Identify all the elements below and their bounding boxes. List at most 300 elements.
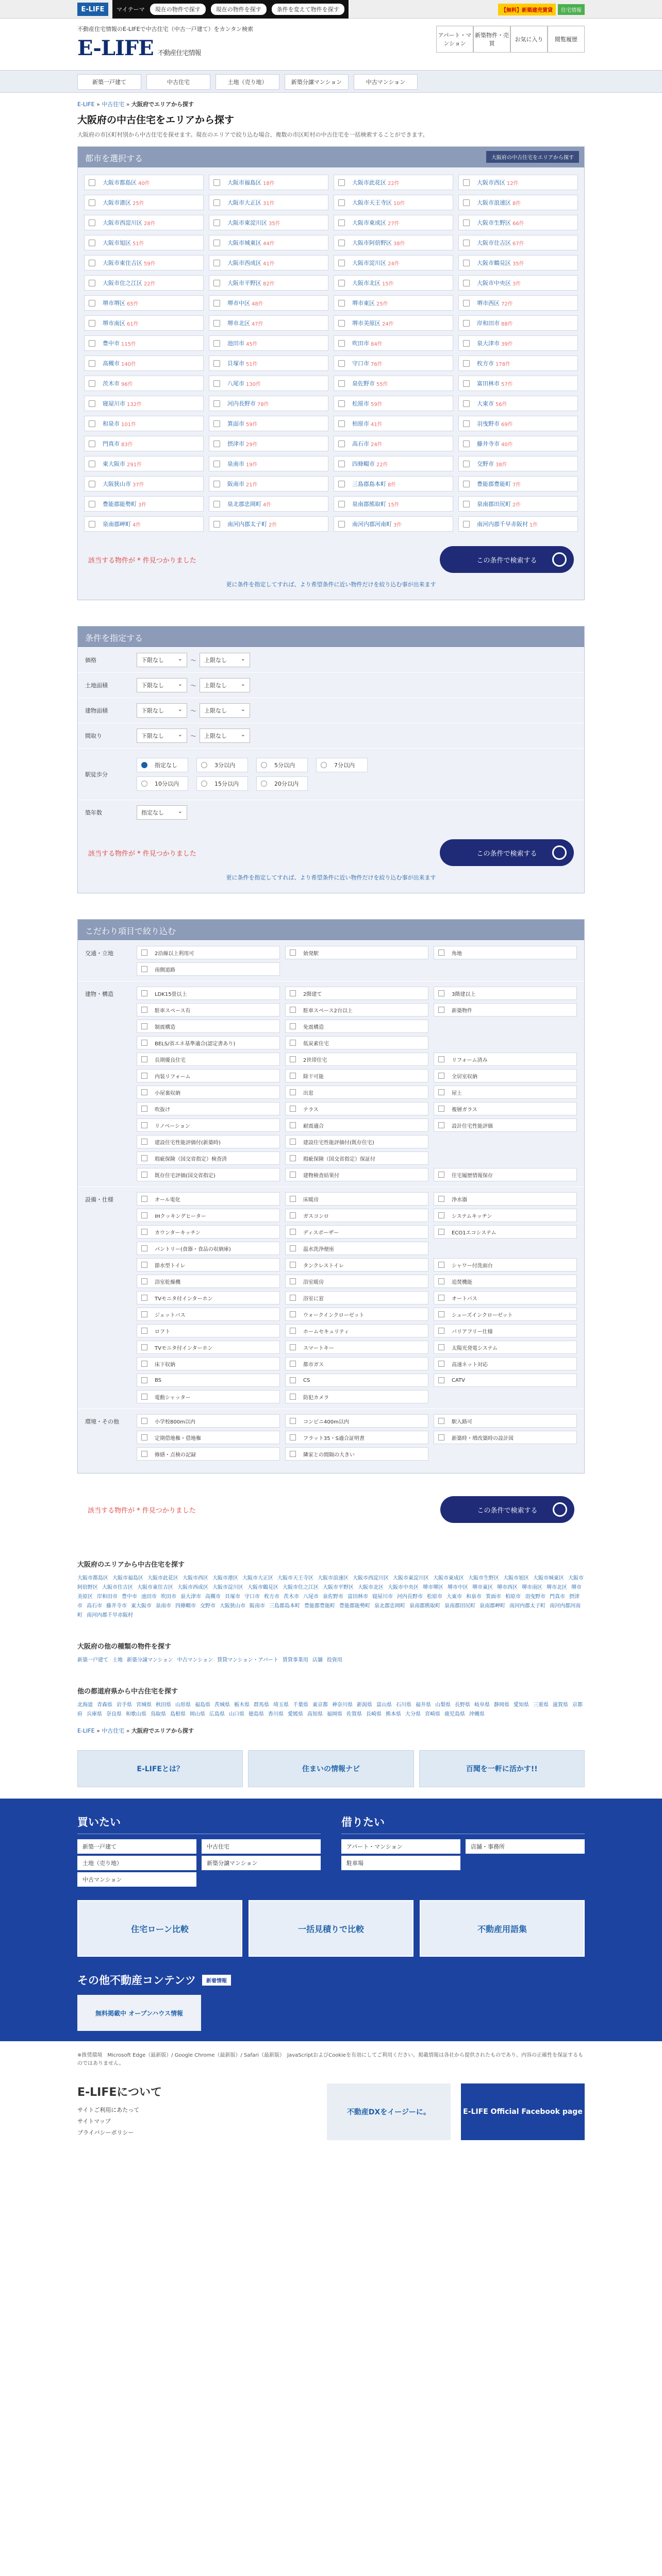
topbar-pill-3[interactable]: 条件を変えて物件を探す [272, 4, 344, 15]
city-checkbox[interactable] [463, 521, 470, 528]
city-option[interactable] [458, 416, 578, 431]
kd-option[interactable] [434, 1374, 577, 1387]
kd-checkbox[interactable] [141, 1056, 147, 1062]
area-link[interactable]: 枚方市 [264, 1594, 279, 1600]
pref-link[interactable]: 岐阜県 [474, 1702, 490, 1708]
area-link[interactable]: 大阪市住之江区 [283, 1585, 319, 1590]
kd-checkbox[interactable] [438, 1361, 444, 1367]
city-option[interactable] [334, 255, 453, 270]
from-select[interactable]: 下限なし ⌄ [137, 653, 187, 667]
area-link[interactable]: 大阪市西区 [183, 1575, 208, 1581]
kd-checkbox[interactable] [141, 990, 147, 996]
kd-checkbox[interactable] [141, 1278, 147, 1284]
city-checkbox[interactable] [89, 481, 95, 487]
pref-link[interactable]: 富山県 [376, 1702, 392, 1708]
city-checkbox[interactable] [463, 420, 470, 427]
kd-option[interactable] [434, 1225, 577, 1239]
kd-option[interactable] [285, 1020, 428, 1033]
area-link[interactable]: 高石市 [87, 1603, 102, 1609]
kd-option[interactable] [137, 962, 280, 976]
area-link[interactable]: 摂津市 [77, 1594, 580, 1609]
city-checkbox[interactable] [338, 521, 345, 528]
area-link[interactable]: 堺市南区 [522, 1585, 542, 1590]
area-link[interactable]: 大阪市鶴見区 [247, 1585, 278, 1590]
area-link[interactable]: 和泉市 [466, 1594, 482, 1600]
city-option[interactable] [458, 516, 578, 532]
city-checkbox[interactable] [338, 481, 345, 487]
area-link[interactable]: 大阪市中央区 [388, 1585, 419, 1590]
gnav-used-house[interactable]: 中古住宅 [146, 74, 210, 90]
city-option[interactable] [458, 436, 578, 451]
area-link[interactable]: 大阪市西成区 [177, 1585, 208, 1590]
pref-link[interactable]: 鹿児島県 [444, 1711, 465, 1717]
kd-checkbox[interactable] [141, 1073, 147, 1079]
area-link[interactable]: 藤井寺市 [106, 1603, 127, 1609]
city-option[interactable] [84, 396, 204, 411]
city-checkbox[interactable] [89, 360, 95, 367]
banner-hyakubun[interactable]: 百聞を一軒に活かす!! [419, 1750, 585, 1787]
area-link[interactable]: 大阪市福島区 [112, 1575, 143, 1581]
area-link[interactable]: 羽曳野市 [525, 1594, 545, 1600]
kd-option[interactable] [137, 1225, 280, 1239]
city-option[interactable] [84, 376, 204, 391]
pref-link[interactable]: 山口県 [229, 1711, 244, 1717]
city-option[interactable] [209, 516, 328, 532]
kd-checkbox[interactable] [290, 1023, 296, 1029]
about-link[interactable]: プライバシーポリシー [77, 2129, 134, 2136]
footer-link[interactable]: 中古住宅 [202, 1839, 321, 1854]
kd-option[interactable] [137, 1020, 280, 1033]
kd-checkbox[interactable] [290, 1295, 296, 1301]
city-option[interactable] [458, 235, 578, 250]
kd-option[interactable] [434, 1069, 577, 1082]
kd-checkbox[interactable] [290, 1418, 296, 1424]
kd-option[interactable] [285, 1447, 428, 1461]
city-checkbox[interactable] [463, 240, 470, 246]
kd-option[interactable] [434, 1258, 577, 1272]
area-link[interactable]: 大阪市都島区 [77, 1575, 108, 1581]
walk-radio[interactable] [196, 776, 248, 791]
city-checkbox[interactable] [213, 461, 220, 467]
pref-link[interactable]: 愛媛県 [288, 1711, 303, 1717]
city-option[interactable] [209, 195, 328, 210]
area-link[interactable]: 大阪市港区 [212, 1575, 238, 1581]
city-option[interactable] [209, 275, 328, 291]
area-link[interactable]: 茨木市 [284, 1594, 299, 1600]
topbar-pill-2[interactable]: 現在の物件を探す [211, 4, 267, 15]
walk-radio[interactable] [137, 758, 188, 772]
kd-option[interactable] [137, 1086, 280, 1099]
kd-option[interactable] [285, 1390, 428, 1403]
kd-option[interactable] [137, 1341, 280, 1354]
header-link-apartment[interactable]: アパート・マンション [436, 26, 473, 53]
kd-option[interactable] [285, 1357, 428, 1370]
area-link[interactable]: 堺市堺区 [423, 1585, 443, 1590]
city-checkbox[interactable] [213, 400, 220, 407]
area-link[interactable]: 豊中市 [122, 1594, 137, 1600]
city-option[interactable] [84, 235, 204, 250]
other-link[interactable]: 店舗 [312, 1657, 323, 1663]
kd-checkbox[interactable] [438, 1311, 444, 1317]
kd-option[interactable] [285, 1036, 428, 1049]
pref-link[interactable]: 群馬県 [254, 1702, 269, 1708]
city-option[interactable] [209, 396, 328, 411]
kd-checkbox[interactable] [141, 1229, 147, 1235]
pref-link[interactable]: 岩手県 [117, 1702, 132, 1708]
gnav-new-mansion[interactable]: 新築分譲マンション [285, 74, 349, 90]
kd-option[interactable] [285, 1086, 428, 1099]
site-logo[interactable] [77, 36, 201, 60]
area-link[interactable]: 豊能郡能勢町 [339, 1603, 370, 1609]
kd-checkbox[interactable] [141, 1196, 147, 1202]
city-option[interactable] [458, 476, 578, 492]
kd-option[interactable] [285, 987, 428, 1000]
kd-option[interactable] [137, 1102, 280, 1115]
kd-checkbox[interactable] [290, 1344, 296, 1350]
area-link[interactable]: 大阪市東淀川区 [393, 1575, 429, 1581]
pref-link[interactable]: 山梨県 [435, 1702, 451, 1708]
city-option[interactable] [84, 275, 204, 291]
kd-checkbox[interactable] [290, 1434, 296, 1440]
kd-checkbox[interactable] [290, 1311, 296, 1317]
footer-link[interactable]: 駐車場 [341, 1856, 460, 1870]
kd-checkbox[interactable] [438, 1056, 444, 1062]
kd-checkbox[interactable] [141, 1328, 147, 1334]
area-link[interactable]: 泉南郡田尻町 [444, 1603, 475, 1609]
kd-option[interactable] [137, 1209, 280, 1222]
banner-navi[interactable]: 住まいの情報ナビ [248, 1750, 413, 1787]
city-checkbox[interactable] [89, 240, 95, 246]
pref-link[interactable]: 奈良県 [106, 1711, 122, 1717]
area-link[interactable]: 大阪市淀川区 [212, 1585, 243, 1590]
kd-option[interactable] [434, 1357, 577, 1370]
kd-option[interactable] [285, 1151, 428, 1165]
city-checkbox[interactable] [338, 240, 345, 246]
area-link[interactable]: 東大阪市 [131, 1603, 152, 1609]
city-option[interactable] [84, 315, 204, 331]
kd-checkbox[interactable] [141, 1122, 147, 1128]
kd-checkbox[interactable] [290, 1212, 296, 1218]
city-checkbox[interactable] [463, 340, 470, 347]
city-option[interactable] [84, 436, 204, 451]
kd-checkbox[interactable] [438, 1089, 444, 1095]
city-option[interactable] [84, 295, 204, 311]
city-panel-tag[interactable]: 大阪府の中古住宅をエリアから探す [486, 151, 579, 163]
city-option[interactable] [84, 496, 204, 512]
kd-checkbox[interactable] [290, 1122, 296, 1128]
area-link[interactable]: 門真市 [550, 1594, 565, 1600]
city-checkbox[interactable] [213, 240, 220, 246]
kd-checkbox[interactable] [438, 1434, 444, 1440]
area-link[interactable]: 泉佐野市 [323, 1594, 343, 1600]
search-button-3[interactable]: この条件で検索する [440, 1496, 574, 1523]
city-option[interactable] [209, 295, 328, 311]
kd-option[interactable] [285, 1258, 428, 1272]
city-option[interactable] [209, 416, 328, 431]
area-link[interactable]: 泉南郡熊取町 [409, 1603, 440, 1609]
kd-checkbox[interactable] [438, 1106, 444, 1112]
kd-option[interactable] [137, 1414, 280, 1428]
facebook-banner[interactable]: E-LIFE Official Facebook page [461, 2083, 585, 2140]
pref-link[interactable]: 佐賀県 [346, 1711, 362, 1717]
city-option[interactable] [334, 355, 453, 371]
kd-option[interactable] [137, 1447, 280, 1461]
kd-option[interactable] [137, 1168, 280, 1181]
kd-option[interactable] [285, 1003, 428, 1016]
city-checkbox[interactable] [213, 521, 220, 528]
city-option[interactable] [209, 456, 328, 471]
pref-link[interactable]: 京都府 [77, 1702, 583, 1717]
kd-option[interactable] [137, 946, 280, 959]
pref-link[interactable]: 鳥取県 [151, 1711, 166, 1717]
pref-link[interactable]: 大分県 [405, 1711, 421, 1717]
kd-option[interactable] [434, 1324, 577, 1337]
city-checkbox[interactable] [213, 360, 220, 367]
pref-link[interactable]: 宮崎県 [425, 1711, 440, 1717]
city-option[interactable] [84, 416, 204, 431]
city-option[interactable] [209, 215, 328, 230]
kd-option[interactable] [137, 1275, 280, 1288]
city-option[interactable] [458, 355, 578, 371]
header-link-favorites[interactable]: お気に入り [510, 26, 548, 53]
city-option[interactable] [84, 335, 204, 351]
kd-checkbox[interactable] [141, 950, 147, 956]
kd-option[interactable] [285, 1053, 428, 1066]
city-option[interactable] [458, 175, 578, 190]
city-option[interactable] [334, 335, 453, 351]
pref-link[interactable]: 福岡県 [327, 1711, 342, 1717]
banner-estimate[interactable]: 一括見積りで比較 [249, 1900, 413, 1957]
kd-option[interactable] [137, 1118, 280, 1132]
breadcrumb-home[interactable]: E-LIFE [77, 101, 95, 108]
kd-option[interactable] [285, 1135, 428, 1148]
kd-checkbox[interactable] [438, 1328, 444, 1334]
area-link[interactable]: 大阪市住吉区 [102, 1585, 133, 1590]
area-link[interactable]: 岸和田市 [97, 1594, 118, 1600]
city-checkbox[interactable] [338, 300, 345, 307]
city-option[interactable] [84, 456, 204, 471]
area-link[interactable]: 守口市 [244, 1594, 260, 1600]
kd-option[interactable] [285, 1324, 428, 1337]
city-checkbox[interactable] [89, 420, 95, 427]
city-option[interactable] [209, 436, 328, 451]
kd-checkbox[interactable] [290, 1139, 296, 1145]
to-select[interactable]: 上限なし ⌄ [200, 703, 250, 718]
pref-link[interactable]: 福井県 [416, 1702, 431, 1708]
area-link[interactable]: 大阪市浪速区 [318, 1575, 349, 1581]
pref-link[interactable]: 香川県 [268, 1711, 284, 1717]
kd-checkbox[interactable] [290, 1328, 296, 1334]
city-option[interactable] [334, 516, 453, 532]
kd-option[interactable] [434, 946, 577, 959]
city-checkbox[interactable] [213, 219, 220, 226]
footer-link[interactable]: 新築一戸建て [77, 1839, 196, 1854]
city-checkbox[interactable] [89, 260, 95, 266]
kd-checkbox[interactable] [438, 1073, 444, 1079]
city-option[interactable] [209, 496, 328, 512]
area-link[interactable]: 泉南郡岬町 [479, 1603, 505, 1609]
kd-checkbox[interactable] [141, 1418, 147, 1424]
city-option[interactable] [334, 215, 453, 230]
kd-checkbox[interactable] [438, 990, 444, 996]
kd-checkbox[interactable] [438, 1344, 444, 1350]
area-link[interactable]: 堺市美原区 [77, 1585, 582, 1600]
kd-option[interactable] [434, 1209, 577, 1222]
gnav-land[interactable]: 土地（売り地） [216, 74, 279, 90]
to-select[interactable]: 上限なし ⌄ [200, 653, 250, 667]
kd-checkbox[interactable] [290, 1361, 296, 1367]
pref-link[interactable]: 愛知県 [514, 1702, 529, 1708]
city-checkbox[interactable] [338, 360, 345, 367]
header-link-history[interactable]: 閲覧履歴 [548, 26, 585, 53]
other-link[interactable]: 新築一戸建て [77, 1657, 108, 1663]
area-link[interactable]: 大阪市阿倍野区 [77, 1575, 584, 1590]
kd-option[interactable] [137, 1258, 280, 1272]
pref-link[interactable]: 高知県 [307, 1711, 323, 1717]
kd-checkbox[interactable] [141, 1155, 147, 1161]
pref-link[interactable]: 栃木県 [234, 1702, 250, 1708]
kd-checkbox[interactable] [438, 1377, 444, 1383]
city-option[interactable] [209, 255, 328, 270]
city-option[interactable] [458, 195, 578, 210]
pref-link[interactable]: 広島県 [209, 1711, 225, 1717]
kd-option[interactable] [137, 1069, 280, 1082]
city-checkbox[interactable] [463, 219, 470, 226]
city-checkbox[interactable] [89, 300, 95, 307]
area-link[interactable]: 大阪市大正区 [242, 1575, 273, 1581]
city-checkbox[interactable] [338, 380, 345, 387]
city-option[interactable] [334, 496, 453, 512]
city-checkbox[interactable] [338, 320, 345, 327]
city-checkbox[interactable] [89, 440, 95, 447]
kd-checkbox[interactable] [141, 1344, 147, 1350]
kd-option[interactable] [137, 987, 280, 1000]
city-option[interactable] [84, 255, 204, 270]
kd-option[interactable] [285, 1209, 428, 1222]
footer-link[interactable]: 土地（売り地） [77, 1856, 196, 1870]
kd-option[interactable] [434, 1003, 577, 1016]
city-checkbox[interactable] [213, 440, 220, 447]
other-link[interactable]: 土地 [112, 1657, 123, 1663]
to-select[interactable]: 上限なし ⌄ [200, 678, 250, 692]
city-checkbox[interactable] [463, 260, 470, 266]
kd-checkbox[interactable] [290, 1229, 296, 1235]
about-link[interactable]: サイトご利用にあたって [77, 2107, 140, 2113]
kd-checkbox[interactable] [438, 1262, 444, 1268]
kd-checkbox[interactable] [438, 1122, 444, 1128]
kd-option[interactable] [434, 1192, 577, 1206]
kd-checkbox[interactable] [141, 1023, 147, 1029]
from-select[interactable]: 下限なし ⌄ [137, 728, 187, 743]
kd-option[interactable] [137, 1003, 280, 1016]
city-option[interactable] [209, 235, 328, 250]
pref-link[interactable]: 沖縄県 [469, 1711, 485, 1717]
area-link[interactable]: 大東市 [446, 1594, 462, 1600]
kd-checkbox[interactable] [438, 1007, 444, 1013]
city-checkbox[interactable] [338, 179, 345, 186]
pref-link[interactable]: 千葉県 [293, 1702, 308, 1708]
area-link[interactable]: 貝塚市 [225, 1594, 240, 1600]
city-checkbox[interactable] [338, 420, 345, 427]
area-link[interactable]: 池田市 [141, 1594, 157, 1600]
area-link[interactable]: 大阪市東住吉区 [137, 1585, 173, 1590]
city-option[interactable] [84, 476, 204, 492]
from-select[interactable]: 下限なし ⌄ [137, 703, 187, 718]
kd-option[interactable] [434, 987, 577, 1000]
walk-radio[interactable] [196, 758, 248, 772]
banner-about[interactable]: E-LIFEとは？ [77, 1750, 243, 1787]
city-checkbox[interactable] [338, 280, 345, 286]
kd-checkbox[interactable] [290, 1377, 296, 1383]
city-option[interactable] [84, 215, 204, 230]
search-button-2[interactable]: この条件で検索する [440, 839, 574, 866]
city-checkbox[interactable] [213, 481, 220, 487]
kd-option[interactable] [285, 1118, 428, 1132]
city-checkbox[interactable] [89, 199, 95, 206]
kd-option[interactable] [434, 1275, 577, 1288]
city-checkbox[interactable] [338, 440, 345, 447]
kd-checkbox[interactable] [438, 950, 444, 956]
city-checkbox[interactable] [338, 340, 345, 347]
area-link[interactable]: 阪南市 [250, 1603, 265, 1609]
kd-option[interactable] [285, 1431, 428, 1444]
footer-link[interactable]: 店舗・事務所 [466, 1839, 585, 1854]
my-theme-link[interactable]: マイテーマ [117, 6, 145, 13]
city-checkbox[interactable] [89, 280, 95, 286]
city-checkbox[interactable] [213, 320, 220, 327]
kd-checkbox[interactable] [141, 1007, 147, 1013]
kd-option[interactable] [285, 1192, 428, 1206]
kd-option[interactable] [285, 1069, 428, 1082]
kd-option[interactable] [285, 1414, 428, 1428]
kd-checkbox[interactable] [438, 1172, 444, 1178]
city-option[interactable] [209, 476, 328, 492]
kd-option[interactable] [285, 1308, 428, 1321]
area-link[interactable]: 泉北郡忠岡町 [374, 1603, 405, 1609]
area-link[interactable]: 富田林市 [347, 1594, 368, 1600]
area-link[interactable]: 四條畷市 [175, 1603, 196, 1609]
city-checkbox[interactable] [213, 260, 220, 266]
pref-link[interactable]: 和歌山県 [126, 1711, 146, 1717]
city-option[interactable] [334, 456, 453, 471]
kd-checkbox[interactable] [141, 1295, 147, 1301]
area-link[interactable]: 大阪市東成区 [433, 1575, 464, 1581]
kd-checkbox[interactable] [290, 1040, 296, 1046]
kd-checkbox[interactable] [290, 1073, 296, 1079]
kd-checkbox[interactable] [290, 1245, 296, 1251]
city-checkbox[interactable] [89, 380, 95, 387]
pref-link[interactable]: 岡山県 [190, 1711, 205, 1717]
kd-option[interactable] [434, 1414, 577, 1428]
city-option[interactable] [458, 315, 578, 331]
kd-checkbox[interactable] [141, 1106, 147, 1112]
pref-link[interactable]: 三重県 [533, 1702, 549, 1708]
pref-link[interactable]: 島根県 [170, 1711, 186, 1717]
area-link[interactable]: 堺市西区 [497, 1585, 518, 1590]
kd-option[interactable] [137, 1374, 280, 1387]
city-option[interactable] [84, 516, 204, 532]
city-checkbox[interactable] [463, 501, 470, 507]
kd-checkbox[interactable] [290, 950, 296, 956]
topbar-new[interactable] [498, 4, 585, 15]
pref-link[interactable]: 埼玉県 [273, 1702, 289, 1708]
city-option[interactable] [458, 496, 578, 512]
kd-option[interactable] [137, 1390, 280, 1403]
gnav-used-mansion[interactable]: 中古マンション [354, 74, 418, 90]
kd-checkbox[interactable] [438, 1196, 444, 1202]
city-checkbox[interactable] [338, 219, 345, 226]
city-option[interactable] [458, 275, 578, 291]
